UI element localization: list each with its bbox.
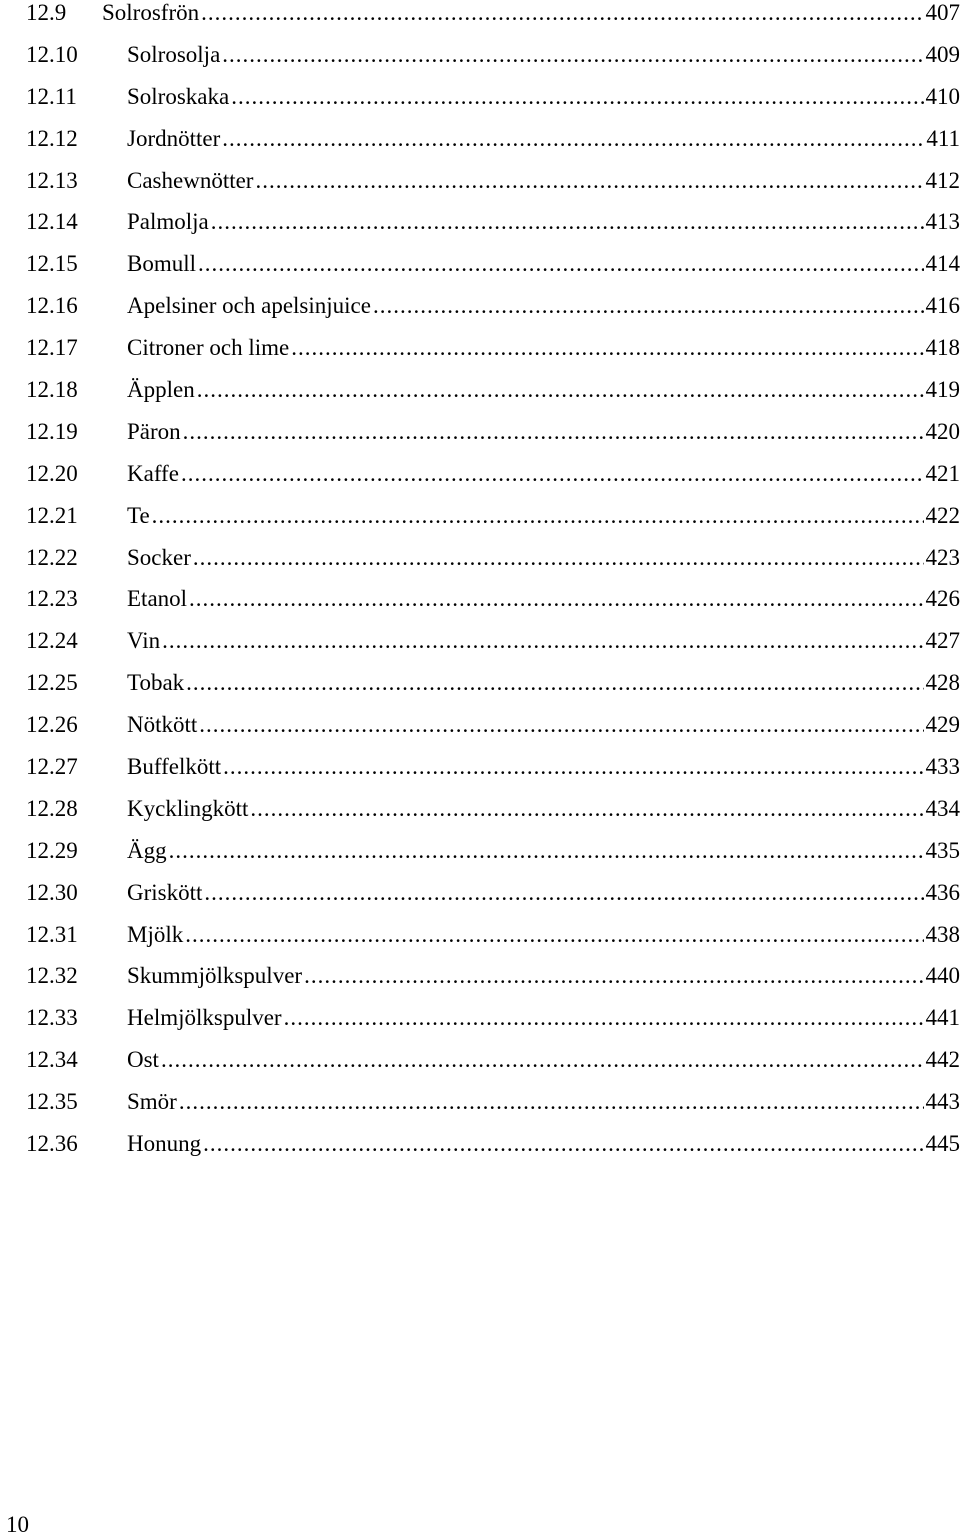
toc-dot-leader — [152, 495, 924, 537]
toc-entry-number: 12.9 — [26, 0, 102, 34]
toc-entry-page: 414 — [926, 243, 960, 285]
toc-entry-title: Buffelkött — [127, 746, 221, 788]
toc-dot-leader — [211, 201, 924, 243]
toc-entry-page: 427 — [926, 620, 960, 662]
toc-entry-page: 438 — [926, 914, 960, 956]
toc-entry[interactable] — [26, 160, 960, 202]
toc-entry-page: 433 — [926, 746, 960, 788]
toc-entry-number: 12.35 — [26, 1081, 127, 1123]
toc-dot-leader — [222, 118, 924, 160]
toc-entry[interactable] — [26, 620, 960, 662]
toc-dot-leader — [250, 788, 923, 830]
toc-entry-page: 419 — [926, 369, 960, 411]
toc-entry-number: 12.21 — [26, 495, 127, 537]
toc-dot-leader — [304, 955, 923, 997]
toc-entry-title: Cashewnötter — [127, 160, 253, 202]
toc-entry[interactable] — [26, 788, 960, 830]
toc-entry[interactable] — [26, 830, 960, 872]
toc-entry-title: Skummjölkspulver — [127, 955, 302, 997]
toc-entry-page: 445 — [926, 1123, 960, 1165]
toc-entry[interactable] — [26, 34, 960, 76]
toc-entry-number: 12.30 — [26, 872, 127, 914]
toc-entry[interactable] — [26, 914, 960, 956]
toc-entry-page: 442 — [926, 1039, 960, 1081]
toc-entry-title: Vin — [127, 620, 160, 662]
toc-entry-number: 12.24 — [26, 620, 127, 662]
toc-dot-leader — [223, 746, 923, 788]
toc-entry-title: Jordnötter — [127, 118, 220, 160]
toc-entry[interactable] — [26, 243, 960, 285]
toc-entry-title: Palmolja — [127, 201, 209, 243]
toc-entry-title: Päron — [127, 411, 181, 453]
toc-entry[interactable] — [26, 578, 960, 620]
toc-dot-leader — [201, 0, 923, 34]
toc-entry[interactable] — [26, 76, 960, 118]
toc-entry-number: 12.22 — [26, 537, 127, 579]
toc-entry-number: 12.26 — [26, 704, 127, 746]
toc-entry-number: 12.20 — [26, 453, 127, 495]
toc-entry[interactable] — [26, 453, 960, 495]
toc-entry-title: Kycklingkött — [127, 788, 248, 830]
toc-dot-leader — [199, 704, 923, 746]
toc-entry-number: 12.11 — [26, 76, 127, 118]
toc-entry[interactable] — [26, 1039, 960, 1081]
toc-dot-leader — [222, 34, 923, 76]
toc-entry-page: 435 — [926, 830, 960, 872]
toc-entry-page: 423 — [926, 537, 960, 579]
toc-entry-number: 12.32 — [26, 955, 127, 997]
toc-entry-title: Tobak — [127, 662, 184, 704]
toc-dot-leader — [284, 997, 924, 1039]
page-number: 10 — [6, 1510, 29, 1540]
toc-entry[interactable] — [26, 704, 960, 746]
toc-dot-leader — [183, 411, 924, 453]
toc-entry[interactable] — [26, 1123, 960, 1165]
toc-dot-leader — [186, 662, 923, 704]
toc-entry[interactable] — [26, 118, 960, 160]
toc-entry-page: 443 — [926, 1081, 960, 1123]
toc-entry[interactable] — [26, 872, 960, 914]
toc-entry-page: 411 — [926, 118, 960, 160]
toc-entry-title: Bomull — [127, 243, 196, 285]
toc-dot-leader — [198, 243, 923, 285]
toc-dot-leader — [181, 453, 924, 495]
toc-dot-leader — [179, 1081, 924, 1123]
toc-dot-leader — [203, 1123, 923, 1165]
toc-entry[interactable] — [26, 285, 960, 327]
toc-entry-number: 12.19 — [26, 411, 127, 453]
toc-entry[interactable] — [26, 495, 960, 537]
toc-entry[interactable] — [26, 0, 960, 34]
toc-entry[interactable] — [26, 955, 960, 997]
toc-dot-leader — [161, 1039, 924, 1081]
toc-entry-number: 12.15 — [26, 243, 127, 285]
toc-dot-leader — [185, 914, 923, 956]
toc-entry-title: Nötkött — [127, 704, 197, 746]
toc-entry-title: Ägg — [127, 830, 167, 872]
toc-entry[interactable] — [26, 1081, 960, 1123]
table-of-contents — [26, 0, 960, 1165]
toc-entry-title: Te — [127, 495, 150, 537]
toc-entry-page: 429 — [926, 704, 960, 746]
toc-entry[interactable] — [26, 997, 960, 1039]
toc-entry-title: Citroner och lime — [127, 327, 289, 369]
toc-entry-number: 12.23 — [26, 578, 127, 620]
toc-entry-number: 12.28 — [26, 788, 127, 830]
toc-entry-page: 436 — [926, 872, 960, 914]
toc-entry-title: Solroskaka — [127, 76, 229, 118]
toc-entry-number: 12.29 — [26, 830, 127, 872]
toc-entry-number: 12.17 — [26, 327, 127, 369]
toc-entry-number: 12.25 — [26, 662, 127, 704]
toc-entry-page: 426 — [926, 578, 960, 620]
toc-dot-leader — [169, 830, 924, 872]
toc-entry-page: 413 — [926, 201, 960, 243]
toc-entry-number: 12.10 — [26, 34, 127, 76]
toc-entry[interactable] — [26, 369, 960, 411]
toc-entry-title: Etanol — [127, 578, 187, 620]
toc-entry-number: 12.27 — [26, 746, 127, 788]
toc-entry-title: Smör — [127, 1081, 177, 1123]
toc-dot-leader — [193, 537, 924, 579]
toc-entry[interactable] — [26, 746, 960, 788]
toc-entry-number: 12.18 — [26, 369, 127, 411]
toc-entry-page: 420 — [926, 411, 960, 453]
toc-entry-title: Kaffe — [127, 453, 179, 495]
toc-dot-leader — [255, 160, 923, 202]
toc-entry-page: 410 — [926, 76, 960, 118]
toc-entry-page: 422 — [926, 495, 960, 537]
toc-entry-page: 421 — [926, 453, 960, 495]
toc-entry-title: Socker — [127, 537, 191, 579]
toc-entry-page: 440 — [926, 955, 960, 997]
toc-entry-number: 12.33 — [26, 997, 127, 1039]
toc-entry-number: 12.12 — [26, 118, 127, 160]
toc-entry-page: 409 — [926, 34, 960, 76]
toc-entry-title: Griskött — [127, 872, 202, 914]
toc-dot-leader — [373, 285, 924, 327]
toc-dot-leader — [291, 327, 923, 369]
toc-entry-page: 428 — [926, 662, 960, 704]
toc-entry-number: 12.34 — [26, 1039, 127, 1081]
toc-entry-number: 12.36 — [26, 1123, 127, 1165]
toc-entry[interactable] — [26, 662, 960, 704]
toc-entry-title: Äpplen — [127, 369, 195, 411]
toc-entry-title: Solrosfrön — [102, 0, 199, 34]
toc-entry-number: 12.16 — [26, 285, 127, 327]
toc-entry-page: 418 — [926, 327, 960, 369]
toc-dot-leader — [197, 369, 924, 411]
toc-entry-title: Solrosolja — [127, 34, 220, 76]
toc-entry[interactable] — [26, 411, 960, 453]
toc-entry-title: Ost — [127, 1039, 159, 1081]
toc-entry-page: 434 — [926, 788, 960, 830]
toc-dot-leader — [162, 620, 923, 662]
toc-entry-page: 412 — [926, 160, 960, 202]
toc-entry[interactable] — [26, 201, 960, 243]
toc-entry[interactable] — [26, 537, 960, 579]
toc-entry-number: 12.14 — [26, 201, 127, 243]
toc-entry[interactable] — [26, 327, 960, 369]
toc-entry-page: 416 — [926, 285, 960, 327]
toc-entry-title: Helmjölkspulver — [127, 997, 282, 1039]
toc-entry-number: 12.13 — [26, 160, 127, 202]
toc-entry-page: 407 — [926, 0, 960, 34]
toc-dot-leader — [189, 578, 923, 620]
toc-dot-leader — [231, 76, 923, 118]
toc-entry-title: Mjölk — [127, 914, 183, 956]
toc-entry-number: 12.31 — [26, 914, 127, 956]
toc-entry-title: Apelsiner och apelsinjuice — [127, 285, 371, 327]
toc-dot-leader — [204, 872, 923, 914]
toc-entry-page: 441 — [926, 997, 960, 1039]
toc-entry-title: Honung — [127, 1123, 201, 1165]
